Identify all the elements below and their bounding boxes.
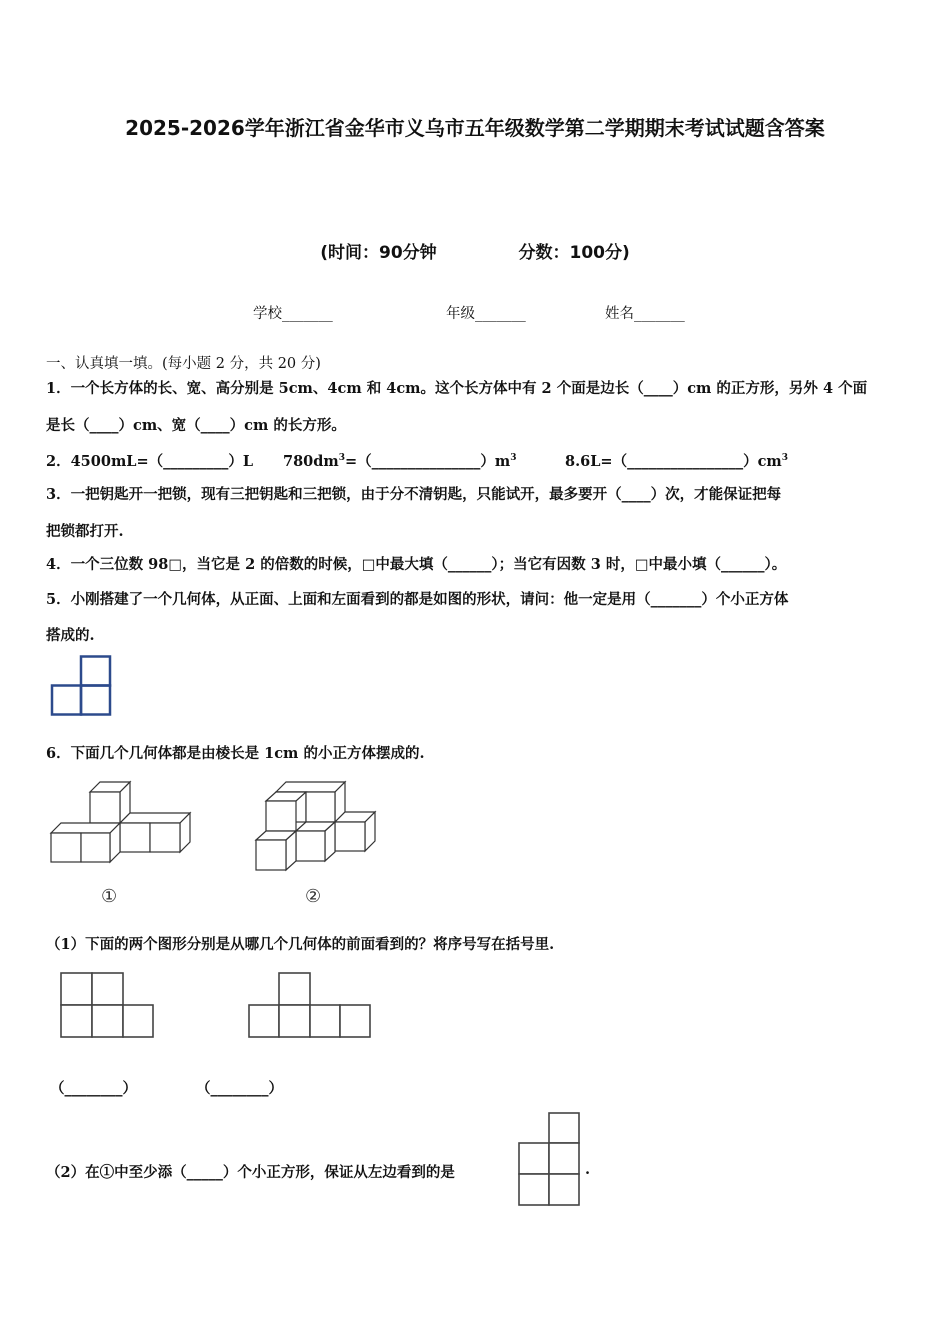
q2c-sup: 3 <box>781 453 789 464</box>
answer-blank-b[interactable]: （________） <box>196 1080 283 1097</box>
q2c-text: 8.6L=（________________）cm <box>565 453 782 470</box>
front-view-b <box>246 970 374 1040</box>
q6-sub-2: （2）在①中至少添（_____）个小正方形，保证从左边看到的是 <box>46 1164 455 1181</box>
q6-solid-2 <box>252 780 380 875</box>
exam-score: 分数：100分) <box>518 243 630 263</box>
q6-sub-2-end: . <box>585 1161 591 1178</box>
q2b-sup: 3 <box>338 453 346 464</box>
left-view-figure <box>517 1111 583 1208</box>
question-1-line-1: 1．一个长方体的长、宽、高分别是 5cm、4cm 和 4cm。这个长方体中有 2 个面是边长（____）cm 的正方形，另外 4 个面 <box>46 380 868 397</box>
q6-solid-1 <box>48 780 193 865</box>
q2b-text: 780dm <box>283 453 339 470</box>
solid-1-label: ① <box>101 886 118 907</box>
q5-view-figure <box>50 655 114 719</box>
front-view-a <box>58 970 156 1040</box>
q6-sub-1: （1）下面的两个图形分别是从哪几个几何体的前面看到的？将序号写在括号里. <box>46 936 555 953</box>
question-2-part-b <box>283 450 517 471</box>
q2b-sup2: 3 <box>510 453 517 464</box>
question-2-part-c <box>565 450 788 471</box>
answer-blank-a[interactable]: （________） <box>50 1080 137 1097</box>
q2b-rest: =（_______________）m <box>345 453 511 470</box>
question-4-line-1: 4．一个三位数 98□，当它是 2 的倍数的时候，□中最大填（______）；当它有因数 3 时，□中最小填（______）。 <box>46 556 787 573</box>
question-2-part-a: 2．4500mL=（_________）L <box>46 453 254 470</box>
solid-2-label: ② <box>305 886 322 907</box>
exam-time: (时间：90分钟 <box>320 243 437 263</box>
exam-meta <box>0 238 950 263</box>
grade-field: 年级_______ <box>446 306 526 322</box>
question-5-line-2: 搭成的. <box>46 627 95 644</box>
question-1-line-2: 是长（____）cm、宽（____）cm 的长方形。 <box>46 417 346 434</box>
question-3-line-2: 把锁都打开. <box>46 523 124 540</box>
question-6-line-1: 6．下面几个几何体都是由棱长是 1cm 的小正方体摆成的. <box>46 745 425 762</box>
name-field: 姓名_______ <box>605 306 685 322</box>
page-title: 2025-2026学年浙江省金华市义乌市五年级数学第二学期期末考试试题含答案 <box>125 116 825 140</box>
school-field: 学校_______ <box>253 306 333 322</box>
question-5-line-1: 5．小刚搭建了一个几何体，从正面、上面和左面看到的都是如图的形状，请问：他一定是用（_______）个小正方体 <box>46 591 789 608</box>
section-heading: 一、认真填一填。(每小题 2 分，共 20 分) <box>46 356 321 372</box>
question-3-line-1: 3．一把钥匙开一把锁，现有三把钥匙和三把锁，由于分不清钥匙，只能试开，最多要开（____）次，才能保证把每 <box>46 486 782 503</box>
